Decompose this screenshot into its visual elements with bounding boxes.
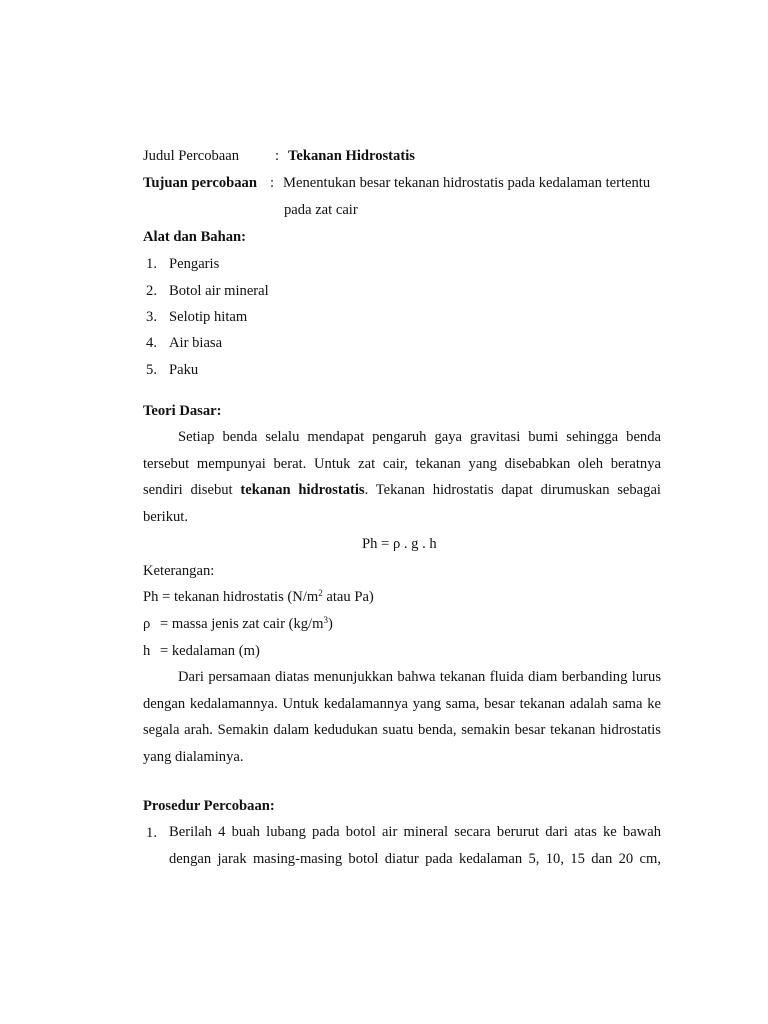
list-item-label: Air biasa <box>169 335 223 351</box>
keterangan-rho-sup: 3 <box>323 615 328 625</box>
list-item-label: Botol air mineral <box>169 283 269 299</box>
list-item-label: Paku <box>169 362 199 378</box>
teori-p1-after: . Tekanan hidrostatis dapat dirumuskan sebagai berikut. <box>143 482 661 525</box>
keterangan-ph-after: atau Pa) <box>322 589 374 605</box>
keterangan-rho-text: = massa jenis zat cair (kg/m <box>160 616 324 632</box>
keterangan-h: = kedalaman (m) <box>160 643 260 659</box>
teori-heading: Teori Dasar: <box>143 403 222 419</box>
judul-label: Judul Percobaan <box>143 148 240 164</box>
teori-paragraph-2 <box>143 664 661 770</box>
alat-heading: Alat dan Bahan: <box>143 229 246 245</box>
keterangan-label: Keterangan: <box>143 563 215 579</box>
list-item-number: 1. <box>146 256 157 272</box>
judul-colon: : <box>275 148 280 164</box>
prosedur-step-1-line-2: dengan jarak masing-masing botol diatur pada kedalaman 5, 10, 15 dan 20 cm, <box>169 850 661 867</box>
list-item-label: Pengaris <box>169 256 220 272</box>
keterangan-ph-sup: 2 <box>318 588 323 598</box>
list-item-number: 5. <box>146 362 157 378</box>
tujuan-label: Tujuan percobaan <box>143 175 257 191</box>
judul-value: Tekanan Hidrostatis <box>288 148 415 164</box>
tujuan-value-line2: pada zat cair <box>284 202 358 218</box>
teori-paragraph-1 <box>143 424 661 530</box>
teori-p1-before: Setiap benda selalu mendapat pengaruh gaya gravitasi bumi sehingga benda tersebut mempunyai berat. Untuk zat cair, tekanan yang disebabkan oleh beratnya sendiri disebut <box>143 429 661 499</box>
keterangan-ph-text: Ph = tekanan hidrostatis (N/m <box>143 589 319 605</box>
prosedur-step-1-line-1: Berilah 4 buah lubang pada botol air mineral secara berurut dari atas ke bawah <box>169 824 661 840</box>
teori-p1-bold: tekanan hidrostatis <box>240 482 365 499</box>
prosedur-heading: Prosedur Percobaan: <box>143 798 275 814</box>
keterangan-rho <box>160 615 333 633</box>
keterangan-h-symbol: h <box>143 643 151 659</box>
list-item-number: 3. <box>146 309 157 325</box>
formula: Ph = ρ . g . h <box>362 536 437 552</box>
prosedur-step-1 <box>169 819 661 872</box>
tujuan-colon: : <box>270 175 275 191</box>
keterangan-rho-after: ) <box>327 616 333 632</box>
teori-p2-text: Dari persamaan diatas menunjukkan bahwa tekanan fluida diam berbanding lurus dengan kedalamannya. Untuk kedalamannya yang sama, besar tekanan adalah sama ke segala arah. Semakin dalam kedudukan suatu benda, semakin besar tekanan hidrostatis yang dialaminya. <box>143 669 661 765</box>
keterangan-ph <box>143 588 374 606</box>
list-item-number: 2. <box>146 283 157 299</box>
list-item-label: Selotip hitam <box>169 309 248 325</box>
tujuan-value-line1: Menentukan besar tekanan hidrostatis pada kedalaman tertentu <box>283 175 651 191</box>
prosedur-step-number: 1. <box>146 825 157 841</box>
list-item-number: 4. <box>146 335 157 351</box>
keterangan-rho-symbol: ρ <box>143 616 151 632</box>
